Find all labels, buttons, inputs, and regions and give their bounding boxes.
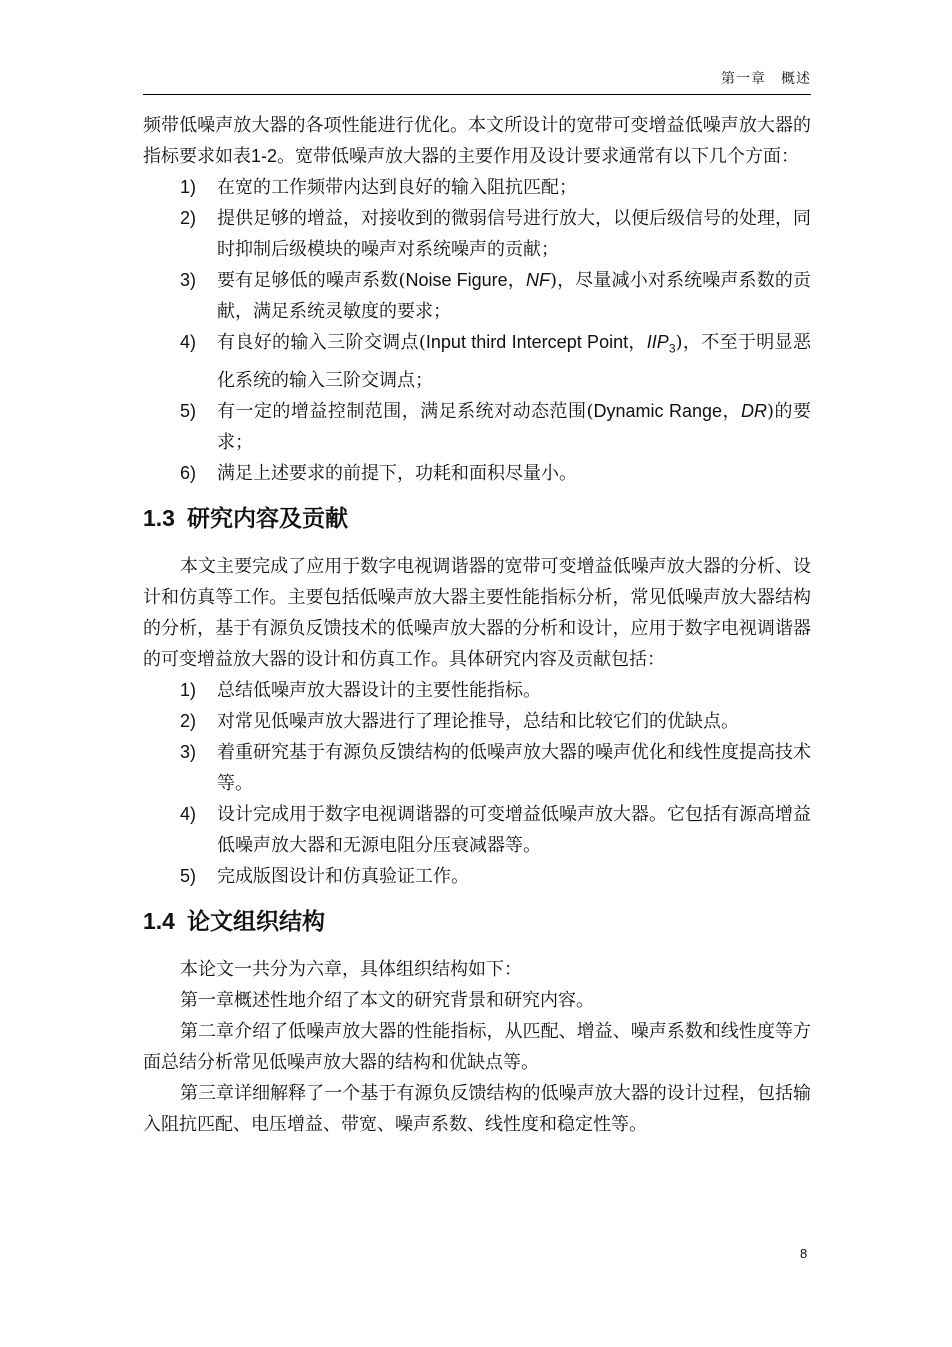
item-number: 4) <box>180 332 197 352</box>
list-item <box>143 203 811 265</box>
item-text: 在宽的工作频带内达到良好的输入阻抗匹配； <box>217 177 577 198</box>
item-text: 设计完成用于数字电视调谐器的可变增益低噪声放大器。它包括有源高增益低噪声放大器和无源电阻分压衰减器等。 <box>217 803 811 856</box>
intro-paragraph <box>143 110 811 172</box>
item-text: )，尽量减小对系统噪声系数的贡献，满足系统灵敏度的要求； <box>217 270 811 322</box>
term-abbreviation: IIP <box>646 332 669 352</box>
item-number: 3) <box>180 270 197 290</box>
term-english: Noise Figure， <box>405 270 526 290</box>
list-item <box>143 327 811 396</box>
section-1-3-paragraph: 本文主要完成了应用于数字电视调谐器的宽带可变增益低噪声放大器的分析、设计和仿真等工作。主要包括低噪声放大器主要性能指标分析，常见低噪声放大器结构的分析，基于有源负反馈技术的低噪声放大器的分析和设计，应用于数字电视调谐器的可变增益放大器的设计和仿真工作。具体研究内容及贡献包括： <box>143 555 811 670</box>
list-item <box>143 737 811 799</box>
page-number: 8 <box>800 1246 808 1261</box>
item-text: 着重研究基于有源负反馈结构的低噪声放大器的噪声优化和线性度提高技术等。 <box>217 741 811 794</box>
list-item <box>143 861 811 892</box>
section-heading-1-4 <box>143 906 811 938</box>
term-abbreviation: NF <box>525 270 550 290</box>
section-1-4-paragraph: 第一章概述性地介绍了本文的研究背景和研究内容。 <box>180 989 594 1011</box>
section-1-4-paragraph: 第三章详细解释了一个基于有源负反馈结构的低噪声放大器的设计过程，包括输入阻抗匹配、电压增益、带宽、噪声系数、线性度和稳定性等。 <box>143 1082 811 1135</box>
list-item <box>143 799 811 861</box>
term-english: Input third Intercept Point， <box>425 332 647 352</box>
item-number: 2) <box>180 710 197 731</box>
list-item <box>143 172 811 203</box>
item-number: 3) <box>180 741 197 762</box>
item-text: 有一定的增益控制范围，满足系统对动态范围( <box>217 400 594 422</box>
page-body <box>143 110 811 1140</box>
list-item <box>143 396 811 458</box>
section-number: 1.3 <box>143 504 175 531</box>
table-reference: 1-2 <box>251 146 278 166</box>
term-subscript: 3 <box>668 341 676 356</box>
requirements-list <box>143 172 811 489</box>
list-item <box>143 706 811 737</box>
item-text: 满足上述要求的前提下，功耗和面积尽量小。 <box>217 462 577 484</box>
section-title: 研究内容及贡献 <box>186 505 348 532</box>
section-number: 1.4 <box>143 907 175 934</box>
item-number: 1) <box>180 679 197 700</box>
section-title: 论文组织结构 <box>186 908 325 935</box>
item-number: 1) <box>180 177 197 197</box>
intro-text-a: 频带低噪声放大器的各项性能进行优化。本文所设计的宽带可变增益低噪声放大器的指标要求如表 <box>143 115 811 167</box>
section-1-4-paragraph: 本论文一共分为六章，具体组织结构如下： <box>180 958 522 980</box>
section-1-4-paragraph: 第二章介绍了低噪声放大器的性能指标，从匹配、增益、噪声系数和线性度等方面总结分析常见低噪声放大器的结构和优缺点等。 <box>143 1020 811 1073</box>
list-item <box>143 458 811 489</box>
chapter-header: 第一章 概述 <box>721 71 811 87</box>
item-number: 5) <box>180 400 197 421</box>
contributions-list <box>143 675 811 892</box>
item-text: )，不至于明显恶化系统的输入三阶交调点； <box>217 332 811 391</box>
section-heading-1-3 <box>143 503 811 535</box>
item-number: 4) <box>180 803 197 824</box>
item-number: 6) <box>180 462 197 483</box>
item-text: 总结低噪声放大器设计的主要性能指标。 <box>217 679 541 701</box>
term-english: Dynamic Range， <box>593 400 742 421</box>
item-text: 完成版图设计和仿真验证工作。 <box>217 865 469 887</box>
item-text: 有良好的输入三阶交调点( <box>217 332 426 353</box>
item-text: 对常见低噪声放大器进行了理论推导，总结和比较它们的优缺点。 <box>217 710 739 732</box>
list-item <box>143 265 811 327</box>
intro-text-b: 。宽带低噪声放大器的主要作用及设计要求通常有以下几个方面： <box>277 146 800 167</box>
item-text: 提供足够的增益，对接收到的微弱信号进行放大，以便后级信号的处理，同时抑制后级模块的噪声对系统噪声的贡献； <box>217 208 811 260</box>
item-number: 5) <box>180 865 197 886</box>
item-number: 2) <box>180 208 197 228</box>
list-item <box>143 675 811 706</box>
running-header <box>143 64 811 95</box>
item-text: 要有足够低的噪声系数( <box>217 270 406 291</box>
item-text: )的要求； <box>217 400 811 453</box>
term-abbreviation: DR <box>741 400 768 421</box>
